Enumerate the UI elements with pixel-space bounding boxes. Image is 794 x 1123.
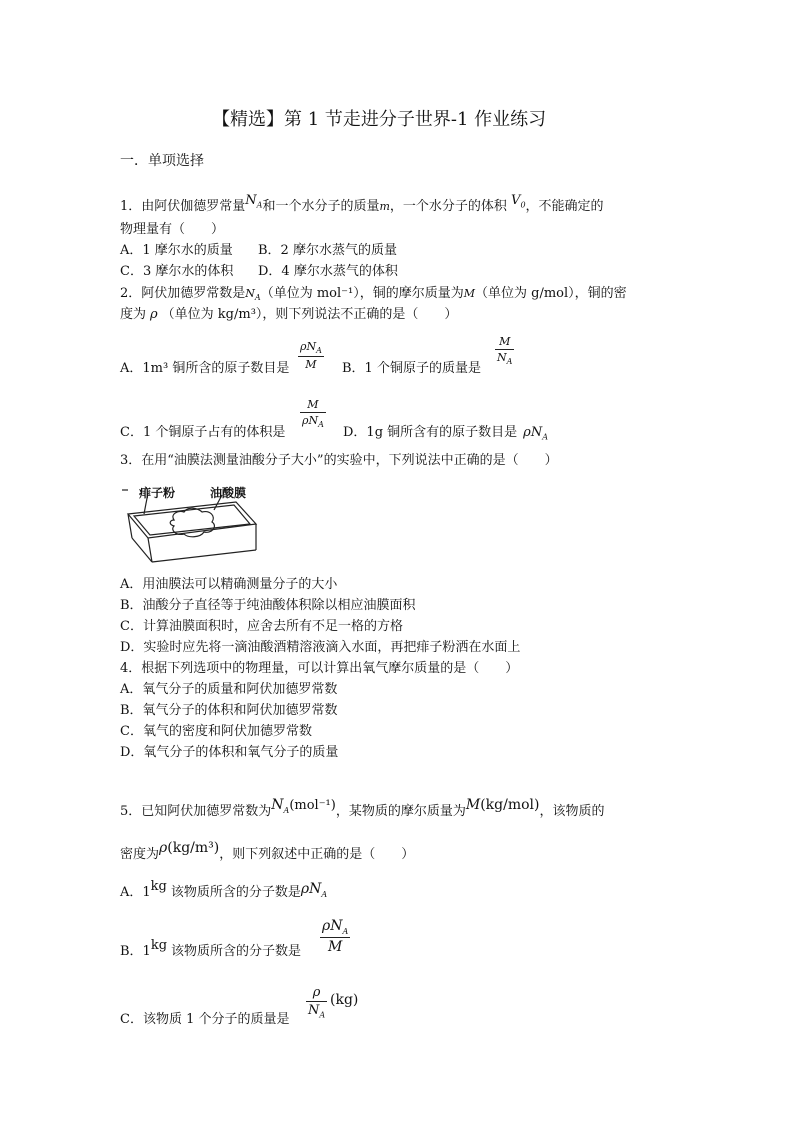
q2-text-c: （单位为 g/mol），铜的密 (474, 286, 627, 301)
rho-na-symbol: $\rho N_A$ (523, 425, 548, 442)
q5-option-a-text: 该物质所含的分子数是 (170, 885, 301, 900)
na-mol-symbol: $N_A(mol^{-1})$ (271, 797, 336, 815)
q2-stem-line2 (120, 307, 457, 323)
q4-stem: 4．根据下列选项中的物理量，可以计算出氧气摩尔质量的是（ ） (120, 661, 519, 676)
q1-stem-line1 (120, 193, 604, 220)
fraction-m-over-na: M $N_A$ (497, 335, 513, 367)
q1-text-suffix: ，不能确定的 (525, 199, 604, 214)
fraction-m-over-rho-na: M $\rho N_A$ (302, 398, 324, 430)
q5-stem-line2 (120, 840, 415, 863)
q5-option-b-prefix: B．1 (120, 944, 151, 959)
page-title: 【精选】第 1 节走进分子世界-1 作业练习 (212, 109, 547, 130)
q5-option-a-prefix: A．1 (120, 885, 151, 900)
q5-text-b: ，某物质的摩尔质量为 (335, 804, 466, 819)
unit-kg: kg (150, 879, 167, 894)
q1-text-mid: 和一个水分子的质量 (262, 199, 380, 214)
m-symbol: m (379, 200, 390, 213)
molar-mass-symbol: M(kg/mol) (465, 797, 540, 813)
q3-option-d: D．实验时应先将一滴油酸酒精溶液滴入水面，再把痱子粉洒在水面上 (120, 640, 521, 655)
q1-option-b: B．2 摩尔水蒸气的质量 (258, 243, 397, 258)
q1-text: 1．由阿伏伽德罗常量 (120, 199, 246, 214)
unit-kg: kg (150, 938, 168, 953)
q3-option-a: A．用油膜法可以精确测量分子的大小 (120, 577, 338, 592)
q2-option-c: C．1 个铜原子占有的体积是 (120, 425, 286, 440)
q4-option-c: C．氧气的密度和阿伏加德罗常数 (120, 724, 312, 739)
q3-stem: 3．在用“油膜法测量油酸分子大小”的实验中，下列说法中正确的是（ ） (120, 453, 558, 468)
m-molar-symbol: M (463, 287, 475, 300)
q5-option-b-text: 该物质所含的分子数是 (171, 944, 302, 959)
v0-symbol: $V_0$ (511, 193, 526, 210)
q1-option-d: D．4 摩尔水蒸气的体积 (258, 264, 398, 279)
q5-option-a (120, 879, 328, 906)
density-symbol: ρ(kg/m³) (159, 840, 220, 856)
q4-option-d: D．氧气分子的体积和氧气分子的质量 (120, 745, 339, 760)
q5-text-d: 密度为 (120, 847, 160, 862)
q1-option-c: C．3 摩尔水的体积 (120, 264, 234, 279)
na-symbol: $N_A$ (245, 193, 263, 210)
q5-text-e: ，则下列叙述中正确的是（ ） (219, 847, 415, 862)
section-heading: 一．单项选择 (120, 153, 204, 169)
q4-option-a: A．氧气分子的质量和阿伏加德罗常数 (120, 682, 338, 697)
q2-text-d: 度为 (120, 307, 147, 322)
rho-symbol: ρ (150, 307, 158, 322)
unit-paren-kg: (kg) (330, 992, 359, 1008)
q2-option-b: B．1 个铜原子的质量是 (342, 361, 481, 376)
q5-option-b (120, 938, 302, 960)
fraction-rho-na-over-m: $\rho N_A$ M (322, 918, 349, 955)
q5-text-a: 5．已知阿伏加德罗常数为 (120, 804, 272, 819)
figure-label-film: 油酸膜 (210, 486, 247, 500)
q1-stem-line2: 物理量有（ ） (120, 222, 225, 237)
fraction-rho-na-over-m: $\rho N_A$ M (300, 340, 322, 372)
q5-stem-line1 (120, 797, 605, 825)
q1-text-mid2: ，一个水分子的体积 (389, 199, 507, 214)
q2-stem-line1 (120, 286, 627, 306)
q2-text-e: （单位为 kg/m³），则下列说法不正确的是（ ） (161, 307, 458, 322)
q2-option-a: A．1m³ 铜所含的原子数目是 (120, 361, 290, 376)
q3-option-b: B．油酸分子直径等于纯油酸体积除以相应油膜面积 (120, 598, 416, 613)
fraction-rho-over-na: ρ $N_A$ (308, 985, 326, 1020)
q2-option-d (343, 425, 548, 446)
q5-text-c: ，该物质的 (539, 804, 605, 819)
na-symbol: $N_A$ (245, 287, 261, 303)
q5-option-c: C．该物质 1 个分子的质量是 (120, 1012, 290, 1027)
q2-text-b: （单位为 mol⁻¹），铜的摩尔质量为 (260, 286, 464, 301)
q3-option-c: C．计算油膜面积时，应舍去所有不足一格的方格 (120, 619, 403, 634)
figure-label-powder: 痱子粉 (139, 486, 176, 500)
q4-option-b: B．氧气分子的体积和阿伏加德罗常数 (120, 703, 338, 718)
rho-na-symbol: $\rho N_A$ (300, 881, 328, 899)
q2-option-d-text: D．1g 铜所含有的原子数目是 (343, 425, 518, 440)
q2-text-a: 2．阿伏加德罗常数是 (120, 286, 246, 301)
q1-option-a: A．1 摩尔水的质量 (120, 243, 233, 258)
